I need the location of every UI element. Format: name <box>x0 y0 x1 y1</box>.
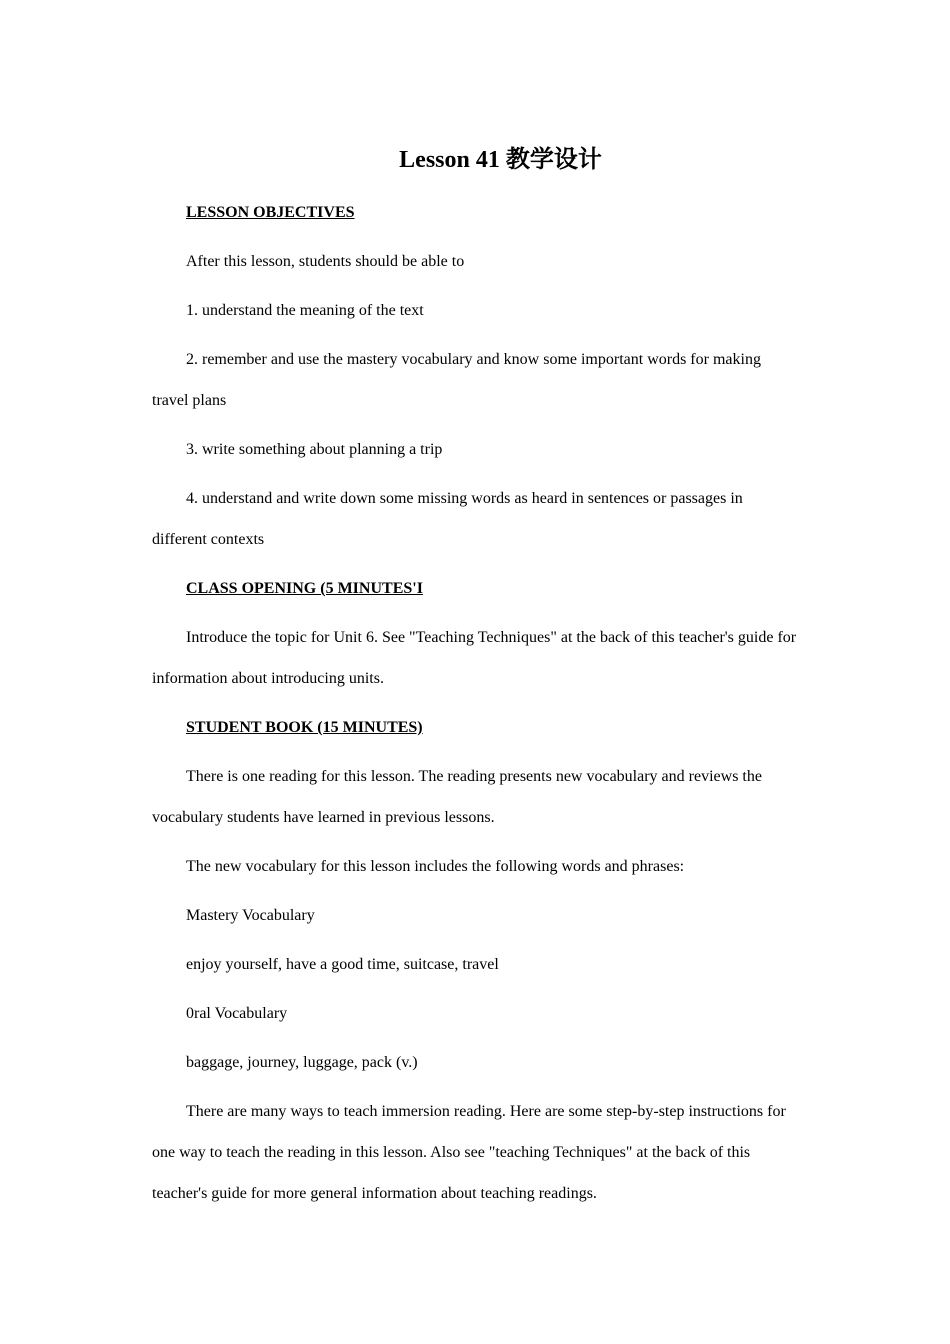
mastery-vocabulary-words: enjoy yourself, have a good time, suitcase, travel <box>186 956 499 973</box>
oral-vocabulary-label: 0ral Vocabulary <box>186 1005 288 1022</box>
objectives-intro: After this lesson, students should be able to <box>186 253 465 270</box>
oral-vocabulary-words: baggage, journey, luggage, pack (v.) <box>186 1054 418 1071</box>
student-book-paragraph-2: The new vocabulary for this lesson includes the following words and phrases: <box>186 858 685 875</box>
lesson-objectives-heading: LESSON OBJECTIVES <box>186 204 355 221</box>
objective-item-1: 1. understand the meaning of the text <box>186 302 424 319</box>
objective-item-2: 2. remember and use the mastery vocabulary and know some important words for making travel plans <box>152 351 761 409</box>
document-page <box>152 140 797 1222</box>
class-opening-text: Introduce the topic for Unit 6. See "Teaching Techniques" at the back of this teacher's guide for information about introducing units. <box>152 629 797 687</box>
objective-item-4: 4. understand and write down some missing words as heard in sentences or passages in different contexts <box>152 490 743 548</box>
document-title: Lesson 41 教学设计 <box>399 147 602 173</box>
class-opening-heading: CLASS OPENING (5 MINUTES'I <box>186 580 423 597</box>
student-book-heading: STUDENT BOOK (15 MINUTES) <box>186 719 423 736</box>
objective-item-3: 3. write something about planning a trip <box>186 441 443 458</box>
student-book-paragraph-7: There are many ways to teach immersion reading. Here are some step-by-step instructions for one way to teach the reading in this lesson. Also see "teaching Techniques" at the back of this teacher's guide for more general information about teaching readings. <box>152 1103 786 1202</box>
mastery-vocabulary-label: Mastery Vocabulary <box>186 907 315 924</box>
student-book-paragraph-1: There is one reading for this lesson. The reading presents new vocabulary and reviews the vocabulary students have learned in previous lessons. <box>152 768 762 826</box>
